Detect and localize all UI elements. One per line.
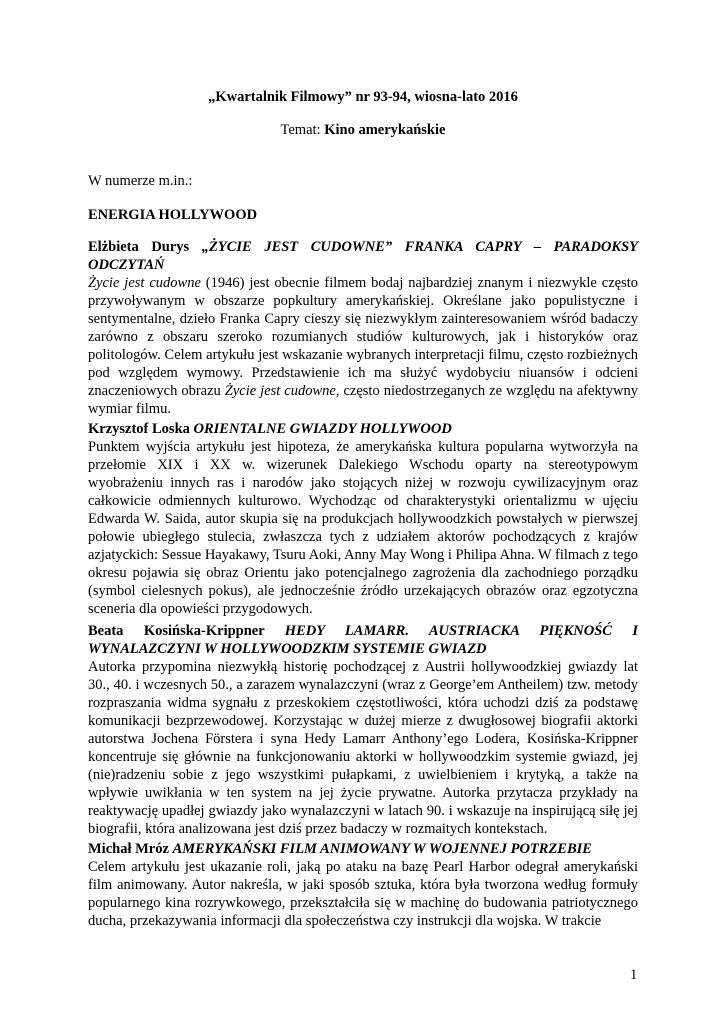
article-heading <box>88 840 638 858</box>
journal-issue-heading: „Kwartalnik Filmowy” nr 93-94, wiosna-lato 2016 <box>208 89 518 105</box>
film-title-italic: Życie jest cudowne <box>224 383 336 399</box>
article-author: Michał Mróz <box>88 841 173 857</box>
article-title: HEDY LAMARR. AUSTRIACKA PIĘKNOŚĆ I WYNALAZCZYNI W HOLLYWOODZKIM SYSTEMIE GWIAZD <box>88 623 638 657</box>
theme-value: Kino amerykańskie <box>324 122 446 138</box>
page-number: 1 <box>630 967 638 983</box>
article-kosinska-krippner <box>88 622 638 838</box>
intro-text: W numerze m.in.: <box>88 173 193 189</box>
theme-label: Temat: <box>280 122 325 138</box>
article-mroz <box>88 840 638 930</box>
abstract-text: , często niedostrzeganych ze względu na afektywny wymiar filmu. <box>88 383 638 417</box>
article-author: Krzysztof Loska <box>88 421 194 437</box>
article-author: Elżbieta Durys <box>88 239 202 255</box>
article-heading <box>88 622 638 658</box>
film-title-italic: Życie jest cudowne <box>88 275 201 291</box>
theme-heading <box>88 121 638 139</box>
article-durys <box>88 238 638 418</box>
abstract-text: (1946) jest obecnie filmem bodaj najbardziej znanym i niezwykle często przywoływanym w obszarze popkultury amerykańskiej. Określane jako populistyczne i sentymentalne, dzieło Franka Capry cieszy się niezwykłym zainteresowaniem wśród badaczy zarówno z obszaru szeroko rozumianych studiów kulturowych, jak i historyków oraz politologów. Celem artykułu jest wskazanie wybranych interpretacji filmu, często rozbieżnych pod względem wymowy. Przedstawienie ich ma służyć wydobyciu niuansów i odcieni znaczeniowych obrazu <box>88 275 638 399</box>
article-heading <box>88 420 638 438</box>
article-heading <box>88 238 638 274</box>
section-title: ENERGIA HOLLYWOOD <box>88 207 258 223</box>
article-abstract <box>88 274 638 418</box>
article-abstract: Autorka przypomina niezwykłą historię pochodzącej z Austrii hollywoodzkiej gwiazdy lat 30., 40. i wczesnych 50., a zarazem wynalazczyni (wraz z George’em Antheilem) tzw. metody rozpraszania widma sygnału z przeskokiem częstotliwości, która uchodzi dziś za podstawę komunikacji bezprzewodowej. Korzystając w dużej mierze z dwugłosowej biografii aktorki autorstwa Jochena Förstera i syna Hedy Lamarr Anthony’ego Lodera, Kosińska-Krippner koncentruje się głównie na funkcjonowaniu aktorki w hollywoodzkim systemie gwiazd, jej (nie)radzeniu sobie z jego wszystkimi pułapkami, z uwielbieniem i krytyką, a także na wpływie uwikłania w ten system na jej życie prywatne. Autorka przytacza przykłady na reaktywację upadłej gwiazdy jako wynalazczyni w latach 90. i wskazuje na inspirującą siłę jej biografii, która analizowana jest dziś przez badaczy w rozmaitych kontekstach. <box>88 659 638 837</box>
article-abstract: Celem artykułu jest ukazanie roli, jaką po ataku na bazę Pearl Harbor odegrał amerykański film animowany. Autor nakreśla, w jaki sposób sztuka, która była tworzona według formuły popularnego kina rozrywkowego, przekształciła się w machinę do budowania patriotycznego ducha, przekazywania informacji dla społeczeństwa czy instrukcji dla wojska. W trakcie <box>88 859 638 929</box>
article-title: ORIENTALNE GWIAZDY HOLLYWOOD <box>193 421 452 437</box>
article-abstract: Punktem wyjścia artykułu jest hipoteza, że amerykańska kultura popularna wytworzyła na przełomie XIX i XX w. wizerunek Dalekiego Wschodu oparty na stereotypowym wyobrażeniu innych ras i narodów jako stojących niżej w rozwoju cywilizacyjnym oraz całkowicie odmiennych kulturowo. Wychodząc od charakterystyki orientalizmu w ujęciu Edwarda W. Saida, autor skupia się na produkcjach hollywoodzkich powstałych w pierwszej połowie ubiegłego stulecia, zwłaszcza tych z udziałem aktorów pochodzących z krajów azjatyckich: Sessue Hayakawy, Tsuru Aoki, Anny May Wong i Philipa Ahna. W filmach z tego okresu pojawia się obraz Orientu jako potencjalnego zagrożenia dla zachodniego porządku (symbol cielesnych pokus), ale jednocześnie źródło urzekających obrazów oraz egzotyczna sceneria dla opowieści przygodowych. <box>88 439 638 617</box>
article-author: Beata Kosińska-Krippner <box>88 623 285 639</box>
article-loska <box>88 420 638 618</box>
article-title: „ŻYCIE JEST CUDOWNE” FRANKA CAPRY – PARADOKSY ODCZYTAŃ <box>88 239 638 273</box>
article-title: AMERYKAŃSKI FILM ANIMOWANY W WOJENNEJ POTRZEBIE <box>172 841 592 857</box>
